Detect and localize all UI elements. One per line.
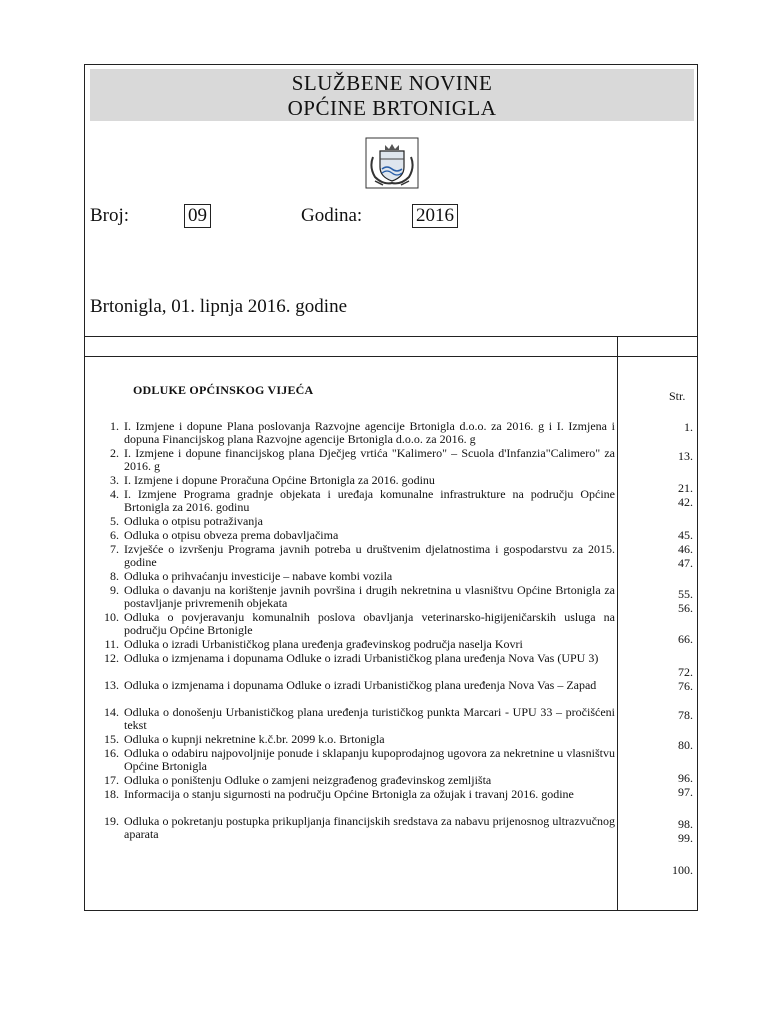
item-text: Odluka o izmjenama i dopunama Odluke o izradi Urbanističkog plana uređenja Nova Vas – Zapad (124, 678, 597, 692)
page-number: 97. (678, 785, 693, 799)
page-number: 98. (678, 817, 693, 831)
list-item (95, 584, 615, 611)
issue-number-label: Broj: (90, 205, 130, 226)
divider (85, 336, 697, 337)
item-number: 8. (110, 569, 119, 583)
item-number: 9. (110, 583, 119, 597)
item-text: Odluka o otpisu obveza prema dobavljačima (124, 528, 339, 542)
document-frame (84, 64, 698, 911)
item-number: 2. (110, 446, 119, 460)
masthead-line-2: OPĆINE BRTONIGLA (287, 96, 497, 120)
page-number: 55. (678, 587, 693, 601)
list-item (95, 774, 615, 788)
list-item (95, 733, 615, 747)
page-number: 72. (678, 665, 693, 679)
list-item (95, 611, 615, 638)
item-number: 10. (104, 610, 119, 624)
issue-number-value: 09 (184, 204, 211, 228)
item-number: 19. (104, 814, 119, 828)
list-item (95, 570, 615, 584)
item-number: 11. (104, 637, 119, 651)
contents-list (95, 420, 615, 842)
place-date: Brtonigla, 01. lipnja 2016. godine (90, 296, 348, 317)
list-item (95, 420, 615, 447)
item-number: 18. (104, 787, 119, 801)
page-number: 46. (678, 542, 693, 556)
item-text: I. Izmjene i dopune Proračuna Općine Brtonigla za 2016. godinu (124, 473, 435, 487)
page-number: 96. (678, 771, 693, 785)
page-number: 45. (678, 528, 693, 542)
page-number: 21. (678, 481, 693, 495)
page-number: 56. (678, 601, 693, 615)
year-value: 2016 (412, 204, 458, 228)
item-text: Odluka o odabiru najpovoljnije ponude i sklapanju kupoprodajnog ugovora za nekretnine u vlasništvu Općine Brtonigla (124, 746, 615, 774)
list-item (95, 747, 615, 774)
page-column-label: Str. (669, 389, 686, 403)
masthead-line-1: SLUŽBENE NOVINE (291, 71, 493, 95)
page-number: 80. (678, 738, 693, 752)
item-text: Odluka o izmjenama i dopunama Odluke o izradi Urbanističkog plana uređenja Nova Vas (UPU 3) (124, 651, 599, 665)
item-number: 15. (104, 732, 119, 746)
item-text: Odluka o kupnji nekretnine k.č.br. 2099 k.o. Brtonigla (124, 732, 385, 746)
item-text: Odluka o donošenju Urbanističkog plana uređenja turističkog punkta Marcari - UPU 33 – pročišćeni tekst (124, 705, 615, 733)
item-number: 7. (110, 542, 119, 556)
item-text: Odluka o izradi Urbanističkog plana uređenja građevinskog područja naselja Kovri (124, 637, 523, 651)
list-item (95, 679, 615, 706)
list-item (95, 543, 615, 570)
item-text: Izvješće o izvršenju Programa javnih potreba u društvenim djelatnostima i gospodarstvu za 2015. godine (124, 542, 615, 570)
item-number: 12. (104, 651, 119, 665)
item-text: Odluka o davanju na korištenje javnih površina i drugih nekretnina u vlasništvu Općine Brtonigla za postavljanje privremenih objekata (124, 583, 615, 611)
list-item (95, 706, 615, 733)
divider (85, 356, 697, 357)
page-number: 100. (672, 863, 693, 877)
year-label: Godina: (301, 205, 363, 226)
item-text: Odluka o otpisu potraživanja (124, 514, 263, 528)
page-number: 1. (684, 420, 693, 434)
item-number: 1. (110, 419, 119, 433)
item-number: 13. (104, 678, 119, 692)
page-number: 42. (678, 495, 693, 509)
item-number: 6. (110, 528, 119, 542)
page-number: 78. (678, 708, 693, 722)
list-item (95, 638, 615, 652)
coat-of-arms-icon (365, 137, 419, 189)
item-text: Odluka o prihvaćanju investicije – nabave kombi vozila (124, 569, 393, 583)
list-item (95, 529, 615, 543)
item-number: 16. (104, 746, 119, 760)
list-item (95, 788, 615, 815)
list-item (95, 447, 615, 474)
page-number: 99. (678, 831, 693, 845)
item-number: 17. (104, 773, 119, 787)
page-number: 66. (678, 632, 693, 646)
list-item (95, 474, 615, 488)
page-number: 13. (678, 449, 693, 463)
item-text: Informacija o stanju sigurnosti na području Općine Brtonigla za ožujak i travanj 2016. godine (124, 787, 574, 801)
page-number: 76. (678, 679, 693, 693)
item-number: 14. (104, 705, 119, 719)
item-text: Odluka o poništenju Odluke o zamjeni neizgrađenog građevinskog zemljišta (124, 773, 492, 787)
list-item (95, 815, 615, 842)
list-item (95, 488, 615, 515)
item-text: I. Izmjene i dopune financijskog plana Dječjeg vrtića "Kalimero" – Scuola d'Infanzia"Calimero" za 2016. g (124, 446, 615, 474)
page-column-divider (617, 336, 618, 911)
item-number: 3. (110, 473, 119, 487)
item-text: I. Izmjene i dopune Plana poslovanja Razvojne agencije Brtonigla d.o.o. za 2016. g i I. Izmjena i dopuna Financijskog plana Razvojne agencije Brtonigla d.o.o. za 2016. g (124, 419, 615, 447)
item-text: I. Izmjene Programa gradnje objekata i uređaja komunalne infrastrukture na području Općine Brtonigla za 2016. godinu (124, 487, 615, 515)
list-item (95, 652, 615, 679)
list-item (95, 515, 615, 529)
item-number: 4. (110, 487, 119, 501)
item-number: 5. (110, 514, 119, 528)
masthead (90, 69, 694, 121)
page-number: 47. (678, 556, 693, 570)
item-text: Odluka o pokretanju postupka prikupljanja financijskih sredstava za nabavu prijenosnog ultrazvučnog aparata (124, 814, 615, 842)
item-text: Odluka o povjeravanju komunalnih poslova obavljanja veterinarsko-higijeničarskih usluga na području Općine Brtonigle (124, 610, 615, 638)
section-title: ODLUKE OPĆINSKOG VIJEĆA (133, 383, 314, 397)
